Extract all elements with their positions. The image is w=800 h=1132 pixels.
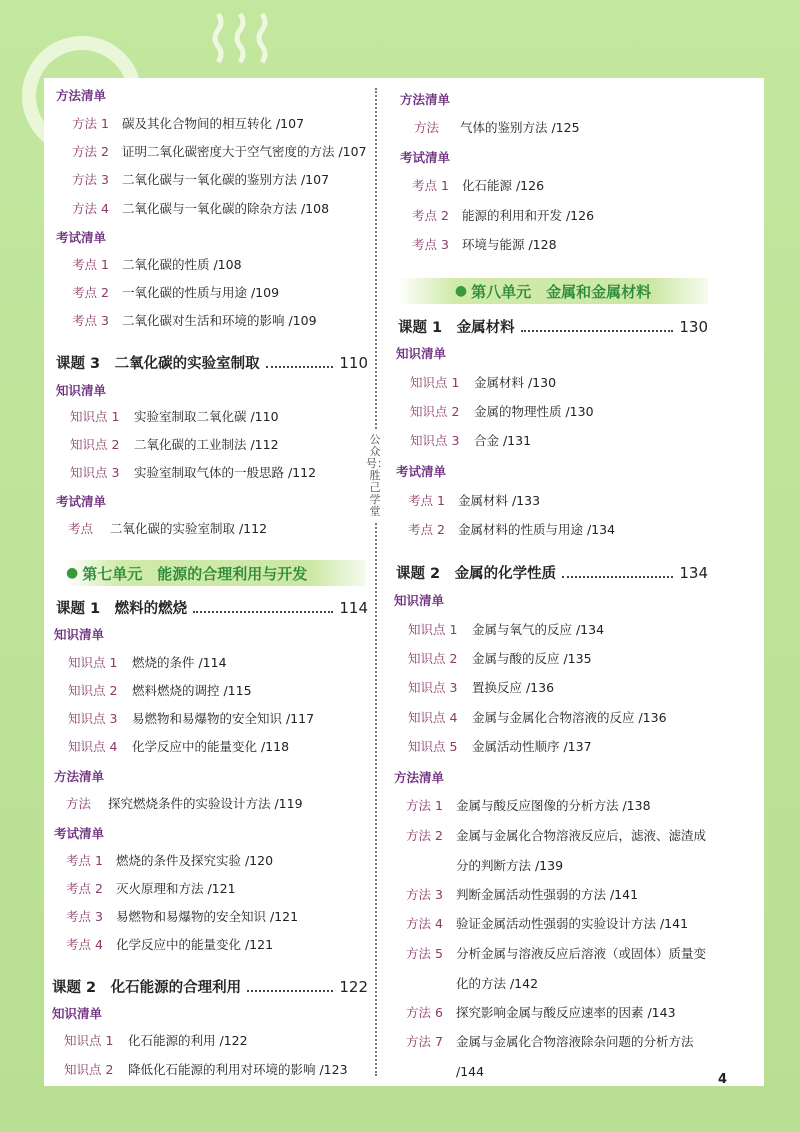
section-exams: 考试清单 xyxy=(400,150,451,165)
toc-entry[interactable]: 考点 1 二氧化碳的性质 /108 xyxy=(72,257,242,272)
section-exams: 考试清单 xyxy=(396,464,447,479)
toc-entry[interactable]: 考点 二氧化碳的实验室制取 /112 xyxy=(68,521,268,536)
section-methods: 方法清单 xyxy=(54,769,105,784)
decorative-wave-icon xyxy=(210,10,290,70)
right-column xyxy=(386,78,752,1086)
toc-entry[interactable]: 知识点 3 置换反应 /136 xyxy=(408,680,555,695)
toc-entry[interactable]: 方法 4 验证金属活动性强弱的实验设计方法 /141 xyxy=(406,916,689,931)
toc-entry[interactable]: 方法 4 二氧化碳与一氧化碳的除杂方法 /108 xyxy=(72,201,330,216)
toc-entry[interactable]: 知识点 3 实验室制取气体的一般思路 /112 xyxy=(70,465,317,480)
toc-entry[interactable]: 方法 2 证明二氧化碳密度大于空气密度的方法 /107 xyxy=(72,144,367,159)
section-methods: 方法清单 xyxy=(400,92,451,107)
toc-entry[interactable]: 知识点 2 燃料燃烧的调控 /115 xyxy=(68,683,252,698)
lesson-heading[interactable]: 课题 2 化石能源的合理利用 122 xyxy=(52,978,368,996)
toc-entry[interactable]: 知识点 1 燃烧的条件 /114 xyxy=(68,655,227,670)
toc-entry[interactable]: 知识点 2 金属的物理性质 /130 xyxy=(410,404,594,419)
column-divider xyxy=(375,88,377,1076)
toc-entry[interactable]: 考点 1 化石能源 /126 xyxy=(412,178,545,193)
toc-entry[interactable]: 知识点 5 金属活动性顺序 /137 xyxy=(408,739,592,754)
section-knowledge: 知识清单 xyxy=(52,1006,103,1021)
section-methods: 方法清单 xyxy=(56,88,107,103)
section-exams: 考试清单 xyxy=(54,826,105,841)
side-watermark-text: 公众号：胜己学堂 xyxy=(366,430,384,522)
toc-entry[interactable]: 知识点 2 金属与酸的反应 /135 xyxy=(408,651,592,666)
section-knowledge: 知识清单 xyxy=(394,593,445,608)
toc-entry[interactable]: 知识点 1 化石能源的利用 /122 xyxy=(64,1033,248,1048)
toc-entry[interactable]: 知识点 2 二氧化碳的工业制法 /112 xyxy=(70,437,279,452)
toc-entry[interactable]: 考点 2 能源的利用和开发 /126 xyxy=(412,208,595,223)
toc-entry[interactable]: 方法 探究燃烧条件的实验设计方法 /119 xyxy=(66,796,303,811)
section-knowledge: 知识清单 xyxy=(54,627,105,642)
toc-entry[interactable]: 方法 1 金属与酸反应图像的分析方法 /138 xyxy=(406,798,651,813)
toc-entry[interactable]: 知识点 2 降低化石能源的利用对环境的影响 /123 xyxy=(64,1062,348,1077)
toc-entry[interactable]: 考点 2 灭火原理和方法 /121 xyxy=(66,881,236,896)
toc-entry[interactable]: 方法 6 探究影响金属与酸反应速率的因素 /143 xyxy=(406,1005,676,1020)
section-exams: 考试清单 xyxy=(56,494,107,509)
section-knowledge: 知识清单 xyxy=(56,383,107,398)
unit-7-banner[interactable]: ● 第七单元 能源的合理利用与开发 xyxy=(66,560,366,586)
toc-entry[interactable]: 知识点 4 金属与金属化合物溶液的反应 /136 xyxy=(408,710,667,725)
bullet-icon: ● xyxy=(66,565,79,581)
toc-entry[interactable]: 方法 7 金属与金属化合物溶液除杂问题的分析方法 /144 xyxy=(406,1034,694,1079)
page-number: 4 xyxy=(718,1072,728,1087)
toc-entry[interactable]: 考点 2 一氧化碳的性质与用途 /109 xyxy=(72,285,280,300)
toc-entry[interactable]: 考点 3 二氧化碳对生活和环境的影响 /109 xyxy=(72,313,317,328)
lesson-heading[interactable]: 课题 2 金属的化学性质 134 xyxy=(396,564,708,582)
section-exams: 考试清单 xyxy=(56,230,107,245)
toc-entry[interactable]: 知识点 1 实验室制取二氧化碳 /110 xyxy=(70,409,279,424)
section-methods: 方法清单 xyxy=(394,770,445,785)
lesson-heading[interactable]: 课题 3 二氧化碳的实验室制取 110 xyxy=(56,354,368,372)
section-knowledge: 知识清单 xyxy=(396,346,447,361)
lesson-heading[interactable]: 课题 1 燃料的燃烧 114 xyxy=(56,599,368,617)
toc-entry[interactable]: 知识点 3 合金 /131 xyxy=(410,433,532,448)
toc-entry[interactable]: 考点 3 环境与能源 /128 xyxy=(412,237,557,252)
toc-entry[interactable]: 方法 3 二氧化碳与一氧化碳的鉴别方法 /107 xyxy=(72,172,330,187)
toc-entry[interactable]: 方法 3 判断金属活动性强弱的方法 /141 xyxy=(406,887,639,902)
toc-entry[interactable]: 考点 2 金属材料的性质与用途 /134 xyxy=(408,522,616,537)
toc-entry[interactable]: 考点 4 化学反应中的能量变化 /121 xyxy=(66,937,274,952)
unit-8-banner[interactable]: ● 第八单元 金属和金属材料 xyxy=(398,278,708,304)
toc-entry[interactable]: 知识点 4 化学反应中的能量变化 /118 xyxy=(68,739,290,754)
toc-paper xyxy=(44,78,764,1086)
toc-entry[interactable]: 知识点 1 金属材料 /130 xyxy=(410,375,557,390)
toc-entry[interactable]: 方法 2 金属与金属化合物溶液反应后，滤液、滤渣成分的判断方法 /139 xyxy=(406,828,707,873)
toc-entry[interactable]: 考点 3 易燃物和易爆物的安全知识 /121 xyxy=(66,909,299,924)
left-column xyxy=(44,78,374,1086)
toc-entry[interactable]: 方法 5 分析金属与溶液反应后溶液（或固体）质量变化的方法 /142 xyxy=(406,946,707,991)
toc-entry[interactable]: 考点 1 燃烧的条件及探究实验 /120 xyxy=(66,853,274,868)
lesson-heading[interactable]: 课题 1 金属材料 130 xyxy=(398,318,708,336)
toc-entry[interactable]: 方法 气体的鉴别方法 /125 xyxy=(414,120,580,135)
toc-entry[interactable]: 方法 1 碳及其化合物间的相互转化 /107 xyxy=(72,116,305,131)
bullet-icon: ● xyxy=(454,283,468,299)
toc-entry[interactable]: 考点 1 金属材料 /133 xyxy=(408,493,541,508)
toc-entry[interactable]: 知识点 1 金属与氧气的反应 /134 xyxy=(408,622,605,637)
toc-entry[interactable]: 知识点 3 易燃物和易爆物的安全知识 /117 xyxy=(68,711,315,726)
